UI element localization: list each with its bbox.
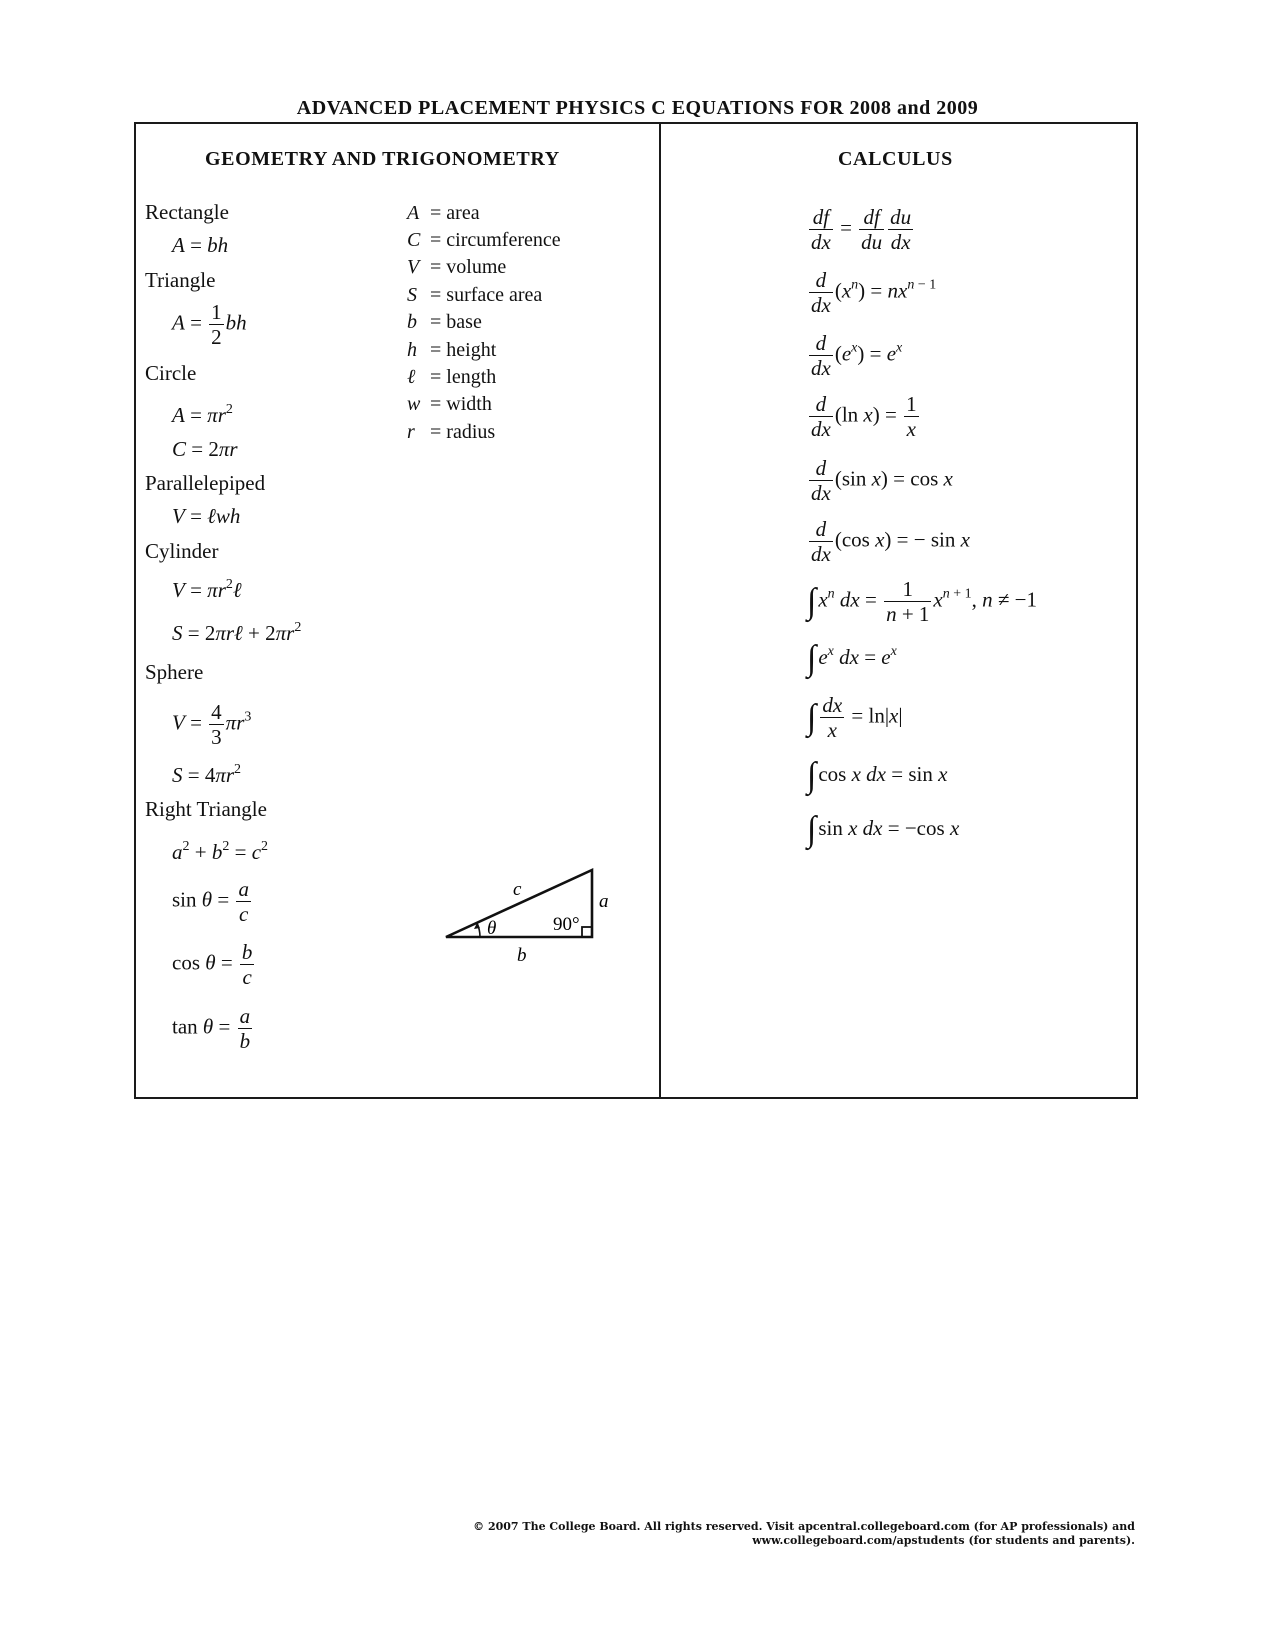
label-adj: b bbox=[517, 945, 527, 966]
calculus-heading: CALCULUS bbox=[838, 148, 953, 170]
label-angle: θ bbox=[487, 918, 497, 939]
glossary-item: C = circumference bbox=[407, 229, 561, 251]
right-triangle-diagram bbox=[440, 860, 620, 970]
formula-cos-integral: ∫cos x dx = sin x bbox=[807, 756, 948, 795]
formula-cos-derivative: $\frac{d}{dx}$ (cos x) = − sin x bbox=[811, 517, 970, 567]
label-right-angle: 90° bbox=[553, 914, 580, 935]
formula-exp-integral: $\int e^x$ dx = $e^x$ bbox=[807, 639, 897, 678]
shape-label-cylinder: Cylinder bbox=[145, 539, 219, 563]
shape-label-circle: Circle bbox=[145, 361, 197, 385]
glossary-item: S = surface area bbox=[407, 284, 543, 306]
formula-ln-derivative: $\frac{d}{dx}$ (ln x) = $\frac{1}{x}$ bbox=[811, 392, 917, 442]
formula-tangent: tan θ = $\frac{a}{b}$ bbox=[172, 1004, 251, 1054]
glossary-item: A = area bbox=[407, 202, 480, 224]
formula-ln-integral: ∫ $\frac{dx}{x}$ = ln|x| bbox=[807, 693, 903, 743]
formula-sine: sin θ = $\frac{a}{c}$ bbox=[172, 877, 249, 927]
shape-label-parallelepiped: Parallelepiped bbox=[145, 471, 266, 495]
formula-power-integral: $\int x^n$ dx = $\frac{1}{n + 1}$ $x^{n + 1}$, n ≠ −1 bbox=[807, 577, 1038, 627]
formula-triangle-area: A = $\frac{1}{2}$ bh bbox=[172, 300, 247, 350]
shape-label-sphere: Sphere bbox=[145, 660, 204, 684]
column-divider bbox=[659, 122, 661, 1099]
label-hyp: c bbox=[513, 879, 522, 900]
page-title: ADVANCED PLACEMENT PHYSICS C EQUATIONS FOR 2008 and 2009 bbox=[296, 97, 979, 119]
formula-pythagoras: $a^2 + b^2 = c^2$ bbox=[172, 839, 269, 864]
geometry-heading: GEOMETRY AND TRIGONOMETRY bbox=[205, 148, 560, 170]
formula-sphere-surface: $S = 4\pi r^2$ bbox=[172, 762, 242, 787]
glossary-item: w = width bbox=[407, 393, 492, 415]
formula-parallelepiped-volume: V = ℓwh bbox=[172, 504, 241, 528]
shape-label-triangle: Triangle bbox=[145, 268, 216, 292]
formula-cosine: cos θ = $\frac{b}{c}$ bbox=[172, 940, 253, 990]
formula-cylinder-volume: $V = \pi r^2\ell$ bbox=[172, 577, 242, 602]
label-opp: a bbox=[599, 891, 609, 912]
formula-exp-derivative: $\frac{d}{dx}$ $(e^x) = e^x$ bbox=[811, 331, 903, 381]
shape-label-rectangle: Rectangle bbox=[145, 200, 229, 224]
formula-circle-circumference: C = 2πr bbox=[172, 437, 238, 461]
formula-cylinder-surface: S = 2πrℓ + $2\pi r^2$ bbox=[172, 620, 302, 645]
formula-sin-integral: ∫sin x dx = −cos x bbox=[807, 810, 960, 849]
glossary-item: r = radius bbox=[407, 421, 496, 443]
glossary-item: ℓ = length bbox=[407, 366, 497, 388]
glossary-item: b = base bbox=[407, 311, 482, 333]
formula-sphere-volume: V = $\frac{4}{3}$ $\pi r^3$ bbox=[172, 700, 252, 750]
shape-label-right-triangle: Right Triangle bbox=[145, 797, 267, 821]
formula-circle-area: $A = \pi r^2$ bbox=[172, 402, 233, 427]
footer-line-1: © 2007 The College Board. All rights reserved. Visit apcentral.collegeboard.com (for AP professionals) and bbox=[473, 1520, 1135, 1533]
glossary-item: h = height bbox=[407, 339, 497, 361]
glossary-item: V = volume bbox=[407, 256, 507, 278]
right-angle-marker bbox=[582, 927, 592, 937]
formula-power-derivative: $\frac{d}{dx}$ $(x^n) = nx^{n - 1}$ bbox=[811, 268, 937, 318]
footer-line-2: www.collegeboard.com/apstudents (for students and parents). bbox=[752, 1534, 1135, 1547]
copyright-footer bbox=[473, 1520, 1135, 1548]
formula-rectangle-area: A = bh bbox=[172, 233, 229, 257]
formula-sin-derivative: $\frac{d}{dx}$ (sin x) = cos x bbox=[811, 456, 953, 506]
formula-chain-rule: $\frac{df}{dx}$ = $\frac{df}{du}$ $\frac{du}{dx}$ bbox=[811, 205, 912, 255]
